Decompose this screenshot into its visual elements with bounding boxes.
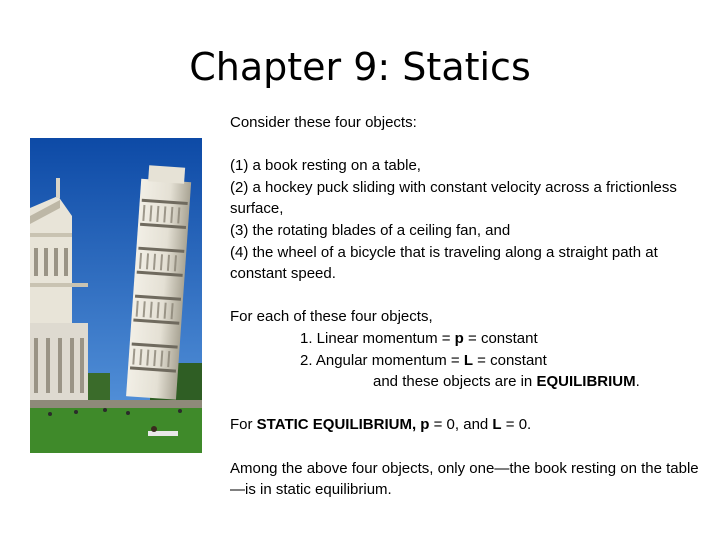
linear-momentum-value: = constant bbox=[463, 329, 538, 347]
slide-body bbox=[230, 112, 700, 501]
equilibrium-term: EQUILIBRIUM bbox=[536, 373, 636, 391]
object-1: (1) a book resting on a table, bbox=[230, 157, 421, 175]
static-suffix: = 0. bbox=[501, 416, 532, 434]
angular-momentum-text: 2. Angular momentum = bbox=[300, 351, 464, 369]
angular-momentum-value: = constant bbox=[473, 351, 547, 369]
object-2: (2) a hockey puck sliding with constant velocity across a frictionless surface, bbox=[230, 178, 677, 218]
equilibrium-period: . bbox=[635, 373, 640, 391]
linear-momentum-text: 1. Linear momentum = bbox=[300, 329, 455, 347]
equilibrium-intro: For each of these four objects, bbox=[230, 308, 433, 326]
equilibrium-line bbox=[230, 371, 700, 393]
static-prefix: For bbox=[230, 416, 257, 434]
conclusion-text: Among the above four objects, only one—the book resting on the table—is in static equilibrium. bbox=[230, 459, 699, 499]
static-equilibrium-term: STATIC EQUILIBRIUM, bbox=[256, 416, 417, 434]
static-equilibrium-line bbox=[230, 414, 700, 436]
slide-title: Chapter 9: Statics bbox=[189, 45, 531, 89]
angular-momentum-line bbox=[230, 350, 700, 372]
equilibrium-text: and these objects are in bbox=[373, 373, 537, 391]
static-mid-text: = 0, and bbox=[429, 416, 493, 434]
p-symbol: p bbox=[454, 329, 464, 347]
leaning-tower-photo bbox=[30, 138, 202, 453]
linear-momentum-line bbox=[230, 328, 700, 350]
object-3: (3) the rotating blades of a ceiling fan, and bbox=[230, 221, 511, 239]
L-symbol: L bbox=[463, 351, 474, 369]
static-L-symbol: L bbox=[492, 416, 502, 434]
intro-text: Consider these four objects: bbox=[230, 114, 417, 131]
static-p-symbol: p bbox=[420, 416, 430, 434]
object-4: (4) the wheel of a bicycle that is traveling along a straight path at constant speed. bbox=[230, 243, 658, 283]
